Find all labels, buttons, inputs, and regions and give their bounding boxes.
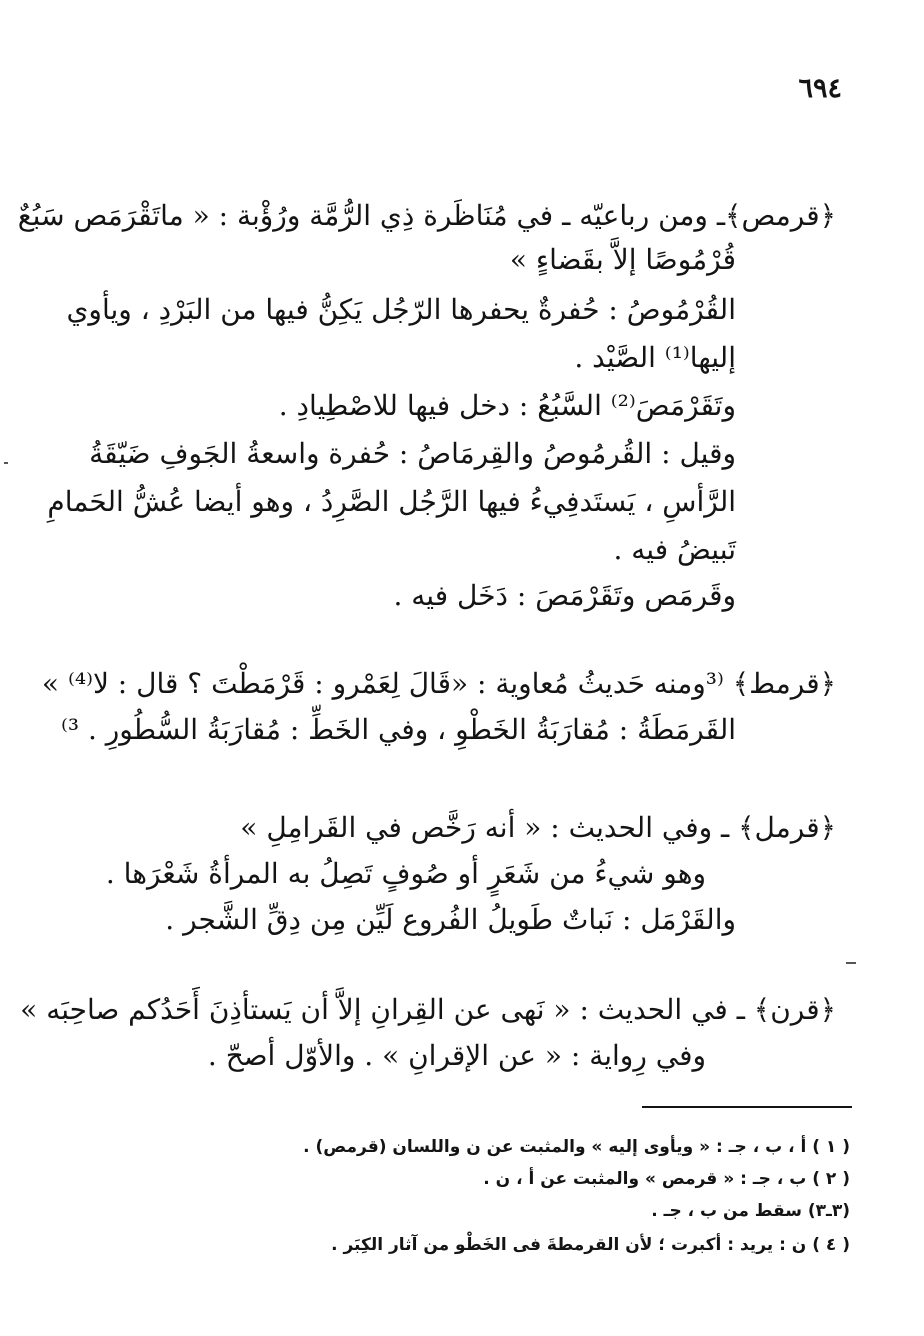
footnote-separator [642, 1106, 852, 1108]
scan-speck [4, 462, 8, 464]
entry-line: تَبيضُ فيه . [613, 533, 736, 566]
footnote: ( ١ ) أ ، ب ، جـ : « ويأوى إليه » والمثبت عن ن واللسان (قرمص) . [303, 1137, 850, 1157]
entry-line: القُرْمُوصُ : حُفرةٌ يحفرها الرّجُل يَكِنُّ فيها من البَرْدِ ، ويأوي [66, 293, 736, 326]
entry-line: وقَرمَص وتَقَرْمَصَ : دَخَل فيه . [393, 579, 736, 612]
entry-line: ﴿قرمط﴾ ⁽³ومنه حَديثُ مُعاوية : «قَالَ لِعَمْرو : قَرْمَطْتَ ؟ قال : لا⁽⁴⁾ » [41, 667, 836, 700]
entry-line: وقيل : القُرمُوصُ والقِرمَاصُ : حُفرة واسعةُ الجَوفِ ضَيّقَةُ [89, 437, 736, 470]
entry-line: وتَقَرْمَصَ⁽²⁾ السَّبُعُ : دخل فيها للاصْطِيادِ . [278, 389, 736, 422]
entry-line: الرَّأسِ ، يَستَدفِيءُ فيها الرَّجُل الصَّرِدُ ، وهو أيضا عُشُّ الحَمامِ [47, 485, 736, 518]
entry-line: قُرْمُوصًا إلاَّ بقَضاءٍ » [509, 243, 736, 276]
scan-speck [846, 962, 856, 964]
entry-line: ﴿قرمل﴾ ـ وفي الحديث : « أنه رَخَّص في القَرامِلِ » [240, 811, 836, 844]
footnote: ( ٤ ) ن : يريد : أكبرت ؛ لأن القرمطةَ فى الخَطْو من آثار الكِبَر . [331, 1235, 850, 1255]
footnote: (٣ـ٣) سقط من ب ، جـ . [651, 1201, 850, 1221]
entry-line: القَرمَطَةُ : مُقارَبَةُ الخَطْوِ ، وفي الخَطِّ : مُقارَبَةُ السُّطُورِ . ³⁾ [60, 713, 736, 746]
entry-line: ﴿قرن﴾ ـ في الحديث : « نَهى عن القِرانِ إلاَّ أن يَستأذِنَ أَحَدُكم صاحِبَه » [20, 993, 836, 1026]
entry-line: ﴿قرمص﴾ـ ومن رباعيّه ـ في مُنَاظَرة ذِي الرُّمَّة ورُؤْبة : « ماتَقْرَمَص سَبُعٌ [17, 199, 836, 232]
entry-line: وهو شيءُ من شَعَرٍ أو صُوفٍ تَصِلُ به المرأةُ شَعْرَها . [105, 857, 706, 890]
footnote: ( ٢ ) ب ، جـ : « قرمص » والمثبت عن أ ، ن . [483, 1169, 850, 1189]
page-number: ٦٩٤ [798, 73, 842, 104]
entry-line: والقَرْمَل : نَباتٌ طَويلُ الفُروع لَيِّن مِن دِقِّ الشَّجر . [165, 903, 736, 936]
entry-line: وفي رِواية : « عن الإقرانِ » . والأوّل أصحّ . [207, 1039, 706, 1072]
entry-line: إليها⁽¹⁾ الصَّيْد . [574, 341, 736, 374]
